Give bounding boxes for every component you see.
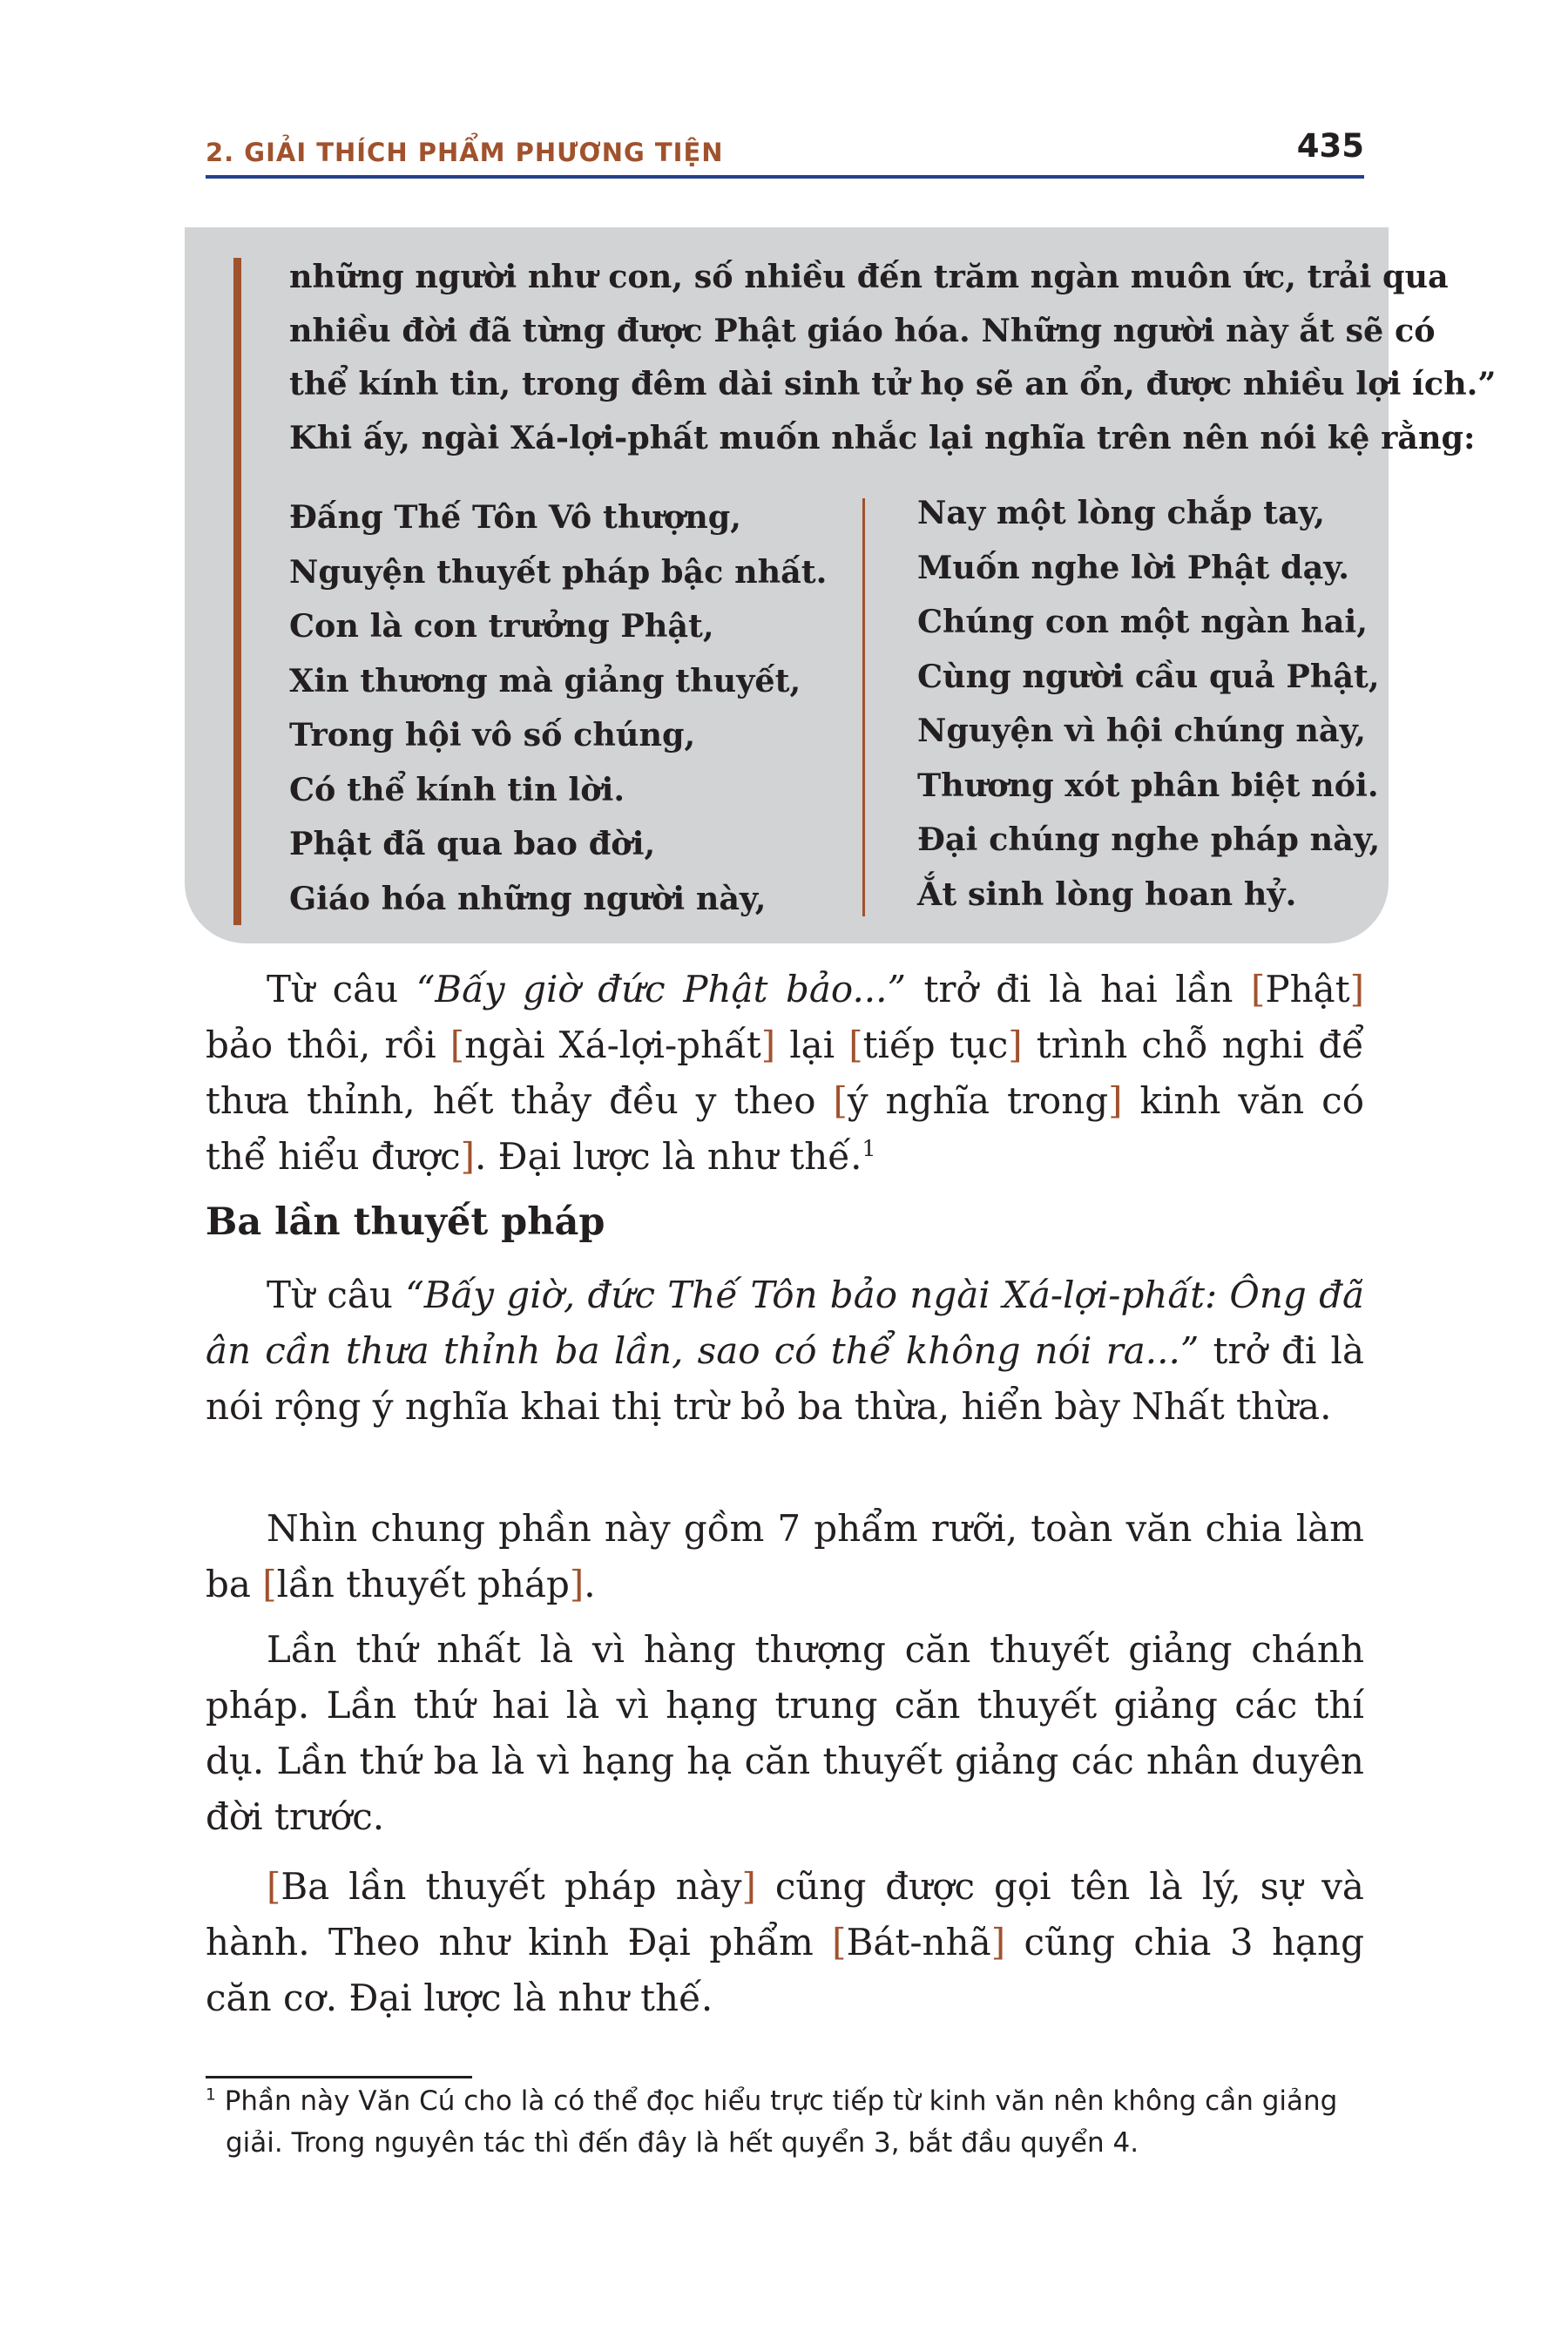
- bracket: ]: [569, 1563, 585, 1605]
- verse-line: Chúng con một ngàn hai,: [917, 603, 1368, 640]
- quote-line: nhiều đời đã từng được Phật giáo hóa. Những người này ắt sẽ có: [289, 311, 1436, 349]
- verse-line: Nguyện vì hội chúng này,: [917, 712, 1367, 749]
- quote-prose: [289, 250, 1497, 464]
- verse-left-column: [289, 490, 827, 926]
- verse-line: Đại chúng nghe pháp này,: [917, 821, 1381, 858]
- bracket: ]: [990, 1921, 1006, 1963]
- quote-line: thể kính tin, trong đêm dài sinh tử họ sẽ an ổn, được nhiều lợi ích.”: [289, 365, 1497, 402]
- verse-line: Ắt sinh lòng hoan hỷ.: [917, 875, 1297, 913]
- quoted-text: “Bấy giờ, đức Thế Tôn bảo ngài Xá-lợi-phất: Ông đã ân cần thưa thỉnh ba lần, sao có thể không nói ra...”: [206, 1274, 1364, 1372]
- running-header-title: 2. GIẢI THÍCH PHẨM PHƯƠNG TIỆN: [206, 138, 724, 167]
- text-run: ý nghĩa trong: [847, 1079, 1109, 1122]
- verse-line: Con là con trưởng Phật,: [289, 607, 714, 645]
- text-run: ngài Xá-lợi-phất: [464, 1024, 761, 1066]
- bracket: [: [848, 1024, 863, 1066]
- text-run: Bát-nhã: [846, 1921, 991, 1963]
- verse-line: Có thể kính tin lời.: [289, 770, 625, 808]
- text-run: Phật: [1265, 968, 1350, 1010]
- verse-line: Phật đã qua bao đời,: [289, 825, 656, 862]
- verse-line: Giáo hóa những người này,: [289, 879, 767, 917]
- quote-accent-bar: [233, 258, 241, 925]
- text-run: lần thuyết pháp: [276, 1563, 570, 1605]
- bracket: [: [1250, 968, 1266, 1010]
- text-run: trình chỗ nghi để thưa thỉnh, hết thảy đều y theo: [206, 1024, 1364, 1122]
- verse-line: Cùng người cầu quả Phật,: [917, 657, 1380, 695]
- bracket: ]: [760, 1024, 776, 1066]
- text-run: bảo thôi, rồi: [206, 1024, 450, 1066]
- verse-line: Trong hội vô số chúng,: [289, 716, 696, 754]
- text-run: .: [584, 1563, 596, 1605]
- header-rule: [206, 175, 1364, 179]
- quote-line: Khi ấy, ngài Xá-lợi-phất muốn nhắc lại nghĩa trên nên nói kệ rằng:: [289, 418, 1476, 456]
- body-paragraph-4: [206, 1622, 1364, 1845]
- footnote-ref: 1: [862, 1136, 876, 1161]
- text-run: Từ câu: [267, 968, 416, 1010]
- verse-line: Đấng Thế Tôn Vô thượng,: [289, 498, 742, 536]
- text-run: Ba lần thuyết pháp này: [280, 1865, 742, 1908]
- text-run: tiếp tục: [862, 1024, 1009, 1066]
- footnote-rule: [206, 2076, 472, 2078]
- footnote-line: giải. Trong nguyên tác thì đến đây là hết quyển 3, bắt đầu quyển 4.: [226, 2127, 1139, 2159]
- verse-line: Xin thương mà giảng thuyết,: [289, 661, 801, 700]
- bracket: ]: [741, 1865, 756, 1908]
- footnote-text: Phần này Văn Cú cho là có thể đọc hiểu trực tiếp từ kinh văn nên không cần giảng: [215, 2085, 1338, 2117]
- body-paragraph-1: [206, 962, 1364, 1185]
- text-run: cũng chia 3 hạng căn cơ. Đại lược là như thế.: [206, 1921, 1364, 2019]
- quote-line: những người như con, số nhiều đến trăm ngàn muôn ức, trải qua: [289, 258, 1449, 295]
- bracket: [: [267, 1865, 281, 1908]
- text-run: . Đại lược là như thế.: [474, 1135, 862, 1178]
- page-number: 435: [1296, 127, 1364, 165]
- verse-divider: [862, 498, 865, 916]
- verse-line: Nguyện thuyết pháp bậc nhất.: [289, 552, 828, 591]
- text-run: Lần thứ nhất là vì hàng thượng căn thuyết giảng chánh pháp. Lần thứ hai là vì hạng trung căn thuyết giảng các thí dụ. Lần thứ ba là vì hạng hạ căn thuyết giảng các nhân duyên đời trước.: [206, 1628, 1364, 1838]
- text-run: trở đi là hai lần: [905, 968, 1251, 1010]
- verse-line: Thương xót phân biệt nói.: [917, 766, 1379, 804]
- text-run: kinh văn có thể hiểu được: [206, 1079, 1364, 1178]
- quoted-text: “Bấy giờ đức Phật bảo...”: [416, 968, 906, 1010]
- bracket: [: [449, 1024, 465, 1066]
- bracket: ]: [1108, 1079, 1123, 1122]
- bracket: ]: [1008, 1024, 1023, 1066]
- bracket: [: [832, 1921, 847, 1963]
- text-run: Từ câu: [267, 1274, 406, 1316]
- footnote-line: [206, 2080, 1373, 2122]
- verse-line: Nay một lòng chắp tay,: [917, 494, 1326, 531]
- bracket: ]: [1349, 968, 1364, 1010]
- footnote: [206, 2080, 1373, 2164]
- verse-right-column: [917, 486, 1380, 922]
- bracket: [: [262, 1563, 277, 1605]
- body-paragraph-5: [206, 1859, 1364, 2026]
- text-run: Nhìn chung phần này gồm 7 phẩm rưỡi, toàn văn chia làm ba: [206, 1507, 1364, 1605]
- text-run: lại: [775, 1024, 849, 1066]
- section-heading: Ba lần thuyết pháp: [206, 1200, 605, 1244]
- body-paragraph-2: [206, 1267, 1364, 1435]
- body-paragraph-3: [206, 1501, 1364, 1612]
- verse-line: Muốn nghe lời Phật dạy.: [917, 548, 1349, 586]
- footnote-marker: 1: [206, 2085, 216, 2105]
- bracket: [: [833, 1079, 848, 1122]
- bracket: ]: [460, 1135, 475, 1178]
- text-run: trở đi là nói rộng ý nghĩa khai thị trừ bỏ ba thừa, hiển bày Nhất thừa.: [206, 1329, 1364, 1428]
- text-run: cũng được gọi tên là lý, sự và hành. Theo như kinh Đại phẩm: [206, 1865, 1364, 1963]
